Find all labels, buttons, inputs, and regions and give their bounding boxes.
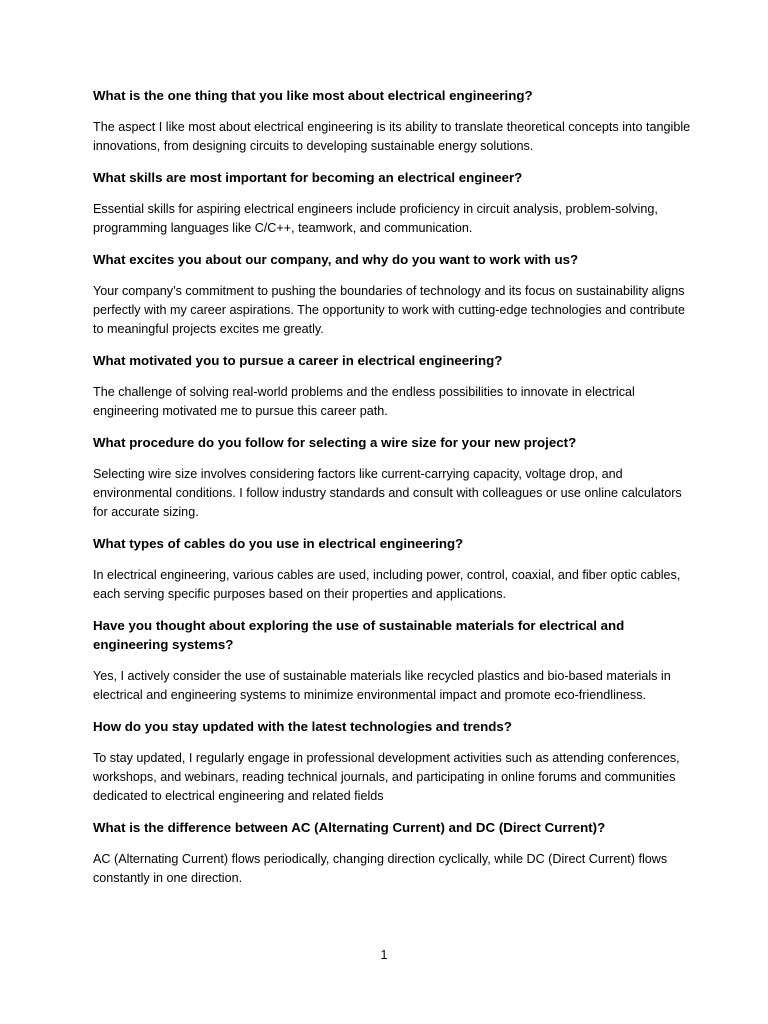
question-heading: What is the one thing that you like most about electrical engineering? — [93, 88, 533, 103]
question-heading: What skills are most important for becoming an electrical engineer? — [93, 170, 523, 185]
question-heading: What motivated you to pursue a career in electrical engineering? — [93, 353, 503, 368]
qa-item — [93, 433, 693, 522]
question-heading: What is the difference between AC (Alternating Current) and DC (Direct Current)? — [93, 820, 606, 835]
question-heading: What types of cables do you use in electrical engineering? — [93, 536, 464, 551]
question-heading: What excites you about our company, and why do you want to work with us? — [93, 252, 579, 267]
answer-paragraph: Yes, I actively consider the use of sustainable materials like recycled plastics and bio-based materials in electrical and engineering systems to minimize environmental impact and promote eco-friendliness. — [93, 669, 671, 702]
answer-paragraph: The challenge of solving real-world problems and the endless possibilities to innovate in electrical engineering motivated me to pursue this career path. — [93, 385, 635, 418]
question-heading: How do you stay updated with the latest technologies and trends? — [93, 719, 512, 734]
answer-paragraph: AC (Alternating Current) flows periodically, changing direction cyclically, while DC (Direct Current) flows constantly in one direction. — [93, 852, 668, 885]
answer-paragraph: To stay updated, I regularly engage in professional development activities such as attending conferences, workshops, and webinars, reading technical journals, and participating in online forums and communities dedicated to electrical engineering and related fields — [93, 751, 680, 803]
answer-paragraph: The aspect I like most about electrical engineering is its ability to translate theoretical concepts into tangible innovations, from designing circuits to developing sustainable energy solutions. — [93, 120, 691, 153]
document-body — [93, 86, 693, 900]
qa-item — [93, 717, 693, 806]
qa-item — [93, 818, 693, 888]
question-heading: What procedure do you follow for selecting a wire size for your new project? — [93, 435, 577, 450]
qa-item — [93, 250, 693, 339]
question-heading: Have you thought about exploring the use of sustainable materials for electrical and engineering systems? — [93, 618, 625, 652]
qa-item — [93, 351, 693, 421]
qa-item — [93, 86, 693, 156]
answer-paragraph: Selecting wire size involves considering factors like current-carrying capacity, voltage drop, and environmental conditions. I follow industry standards and consult with colleagues or use online calculators for accurate sizing. — [93, 467, 682, 519]
qa-item — [93, 534, 693, 604]
answer-paragraph: Your company’s commitment to pushing the boundaries of technology and its focus on sustainability aligns perfectly with my career aspirations. The opportunity to work with cutting-edge technologies and contribute to meaningful projects excites me greatly. — [93, 284, 685, 336]
answer-paragraph: Essential skills for aspiring electrical engineers include proficiency in circuit analysis, problem-solving, programming languages like C/C++, teamwork, and communication. — [93, 202, 658, 235]
page-number: 1 — [380, 948, 388, 962]
qa-item — [93, 168, 693, 238]
answer-paragraph: In electrical engineering, various cables are used, including power, control, coaxial, and fiber optic cables, each serving specific purposes based on their properties and applications. — [93, 568, 681, 601]
qa-item — [93, 616, 693, 705]
